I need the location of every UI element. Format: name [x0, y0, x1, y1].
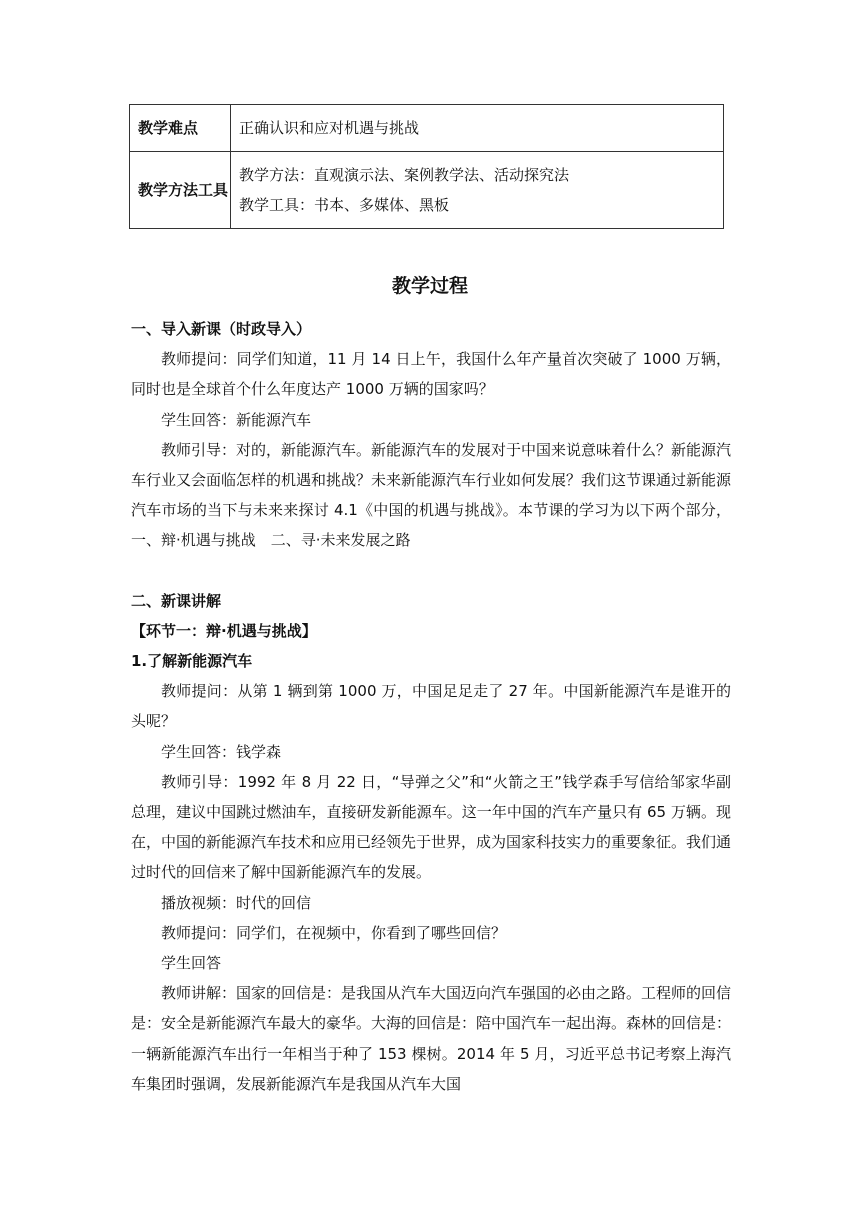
- blank-line: [131, 556, 731, 586]
- table-header-cell: 教学难点: [130, 105, 231, 152]
- paragraph: 教师引导：对的，新能源汽车。新能源汽车的发展对于中国来说意味着什么？新能源汽车行业又会面临怎样的机遇和挑战？未来新能源汽车行业如何发展？我们这节课通过新能源汽车市场的当下与未来来探讨 4.1《中国的机遇与挑战》。本节课的学习为以下两个部分，一、辩·机遇与挑战 二、寻·未来发展之路: [131, 440, 732, 550]
- paragraph: 教师引导：1992 年 8 月 22 日，“导弹之父”和“火箭之王”钱学森手写信给邹家华副总理，建议中国跳过燃油车，直接研发新能源车。这一年中国的汽车产量只有 65 万辆。现在，中国的新能源汽车技术和应用已经领先于世界，成为国家科技实力的重要象征。我们通过时代的回信来了解中国新能源汽车的发展。: [131, 772, 732, 882]
- table-value-line: 正确认识和应对机遇与挑战: [239, 119, 420, 137]
- table-value-line: 教学方法：直观演示法、案例教学法、活动探究法: [239, 166, 570, 184]
- paragraph: 教师讲解：国家的回信是：是我国从汽车大国迈向汽车强国的必由之路。工程师的回信是：安全是新能源汽车最大的豪华。大海的回信是：陪中国汽车一起出海。森林的回信是：一辆新能源汽车出行一年相当于种了 153 棵树。2014 年 5 月，习近平总书记考察上海汽车集团时强调，发展新能源汽车是我国从汽车大国: [131, 984, 732, 1093]
- table-header-cell: 教学方法工具: [130, 152, 231, 229]
- paragraph: 学生回答：钱学森: [161, 742, 282, 761]
- paragraph: 教师提问：从第 1 辆到第 1000 万，中国足足走了 27 年。中国新能源汽车是谁开的头呢？: [131, 682, 731, 731]
- paragraph: 教师提问：同学们，在视频中，你看到了哪些回信？: [161, 923, 507, 942]
- table-row: [130, 105, 724, 152]
- section-heading: 一、导入新课（时政导入）: [131, 320, 312, 338]
- table-value-cell: [231, 105, 724, 152]
- paragraph: 播放视频：时代的回信: [161, 893, 312, 912]
- section-heading: 二、新课讲解: [131, 591, 222, 610]
- page-title: 教学过程: [391, 275, 468, 297]
- table-row: [130, 152, 724, 229]
- segment-heading: 【环节一：辩·机遇与挑战】: [131, 621, 317, 640]
- lesson-body: [131, 314, 731, 1099]
- table-value-cell: [231, 152, 724, 229]
- paragraph: 教师提问：同学们知道，11 月 14 日上午，我国什么年产量首次突破了 1000 万辆，同时也是全球首个什么年度达产 1000 万辆的国家吗？: [131, 350, 731, 399]
- subheading: 1.了解新能源汽车: [131, 652, 253, 671]
- lesson-info-table: [129, 104, 724, 229]
- table-value-line: 教学工具：书本、多媒体、黑板: [239, 196, 450, 214]
- paragraph: 学生回答：新能源汽车: [161, 410, 312, 429]
- paragraph: 学生回答: [161, 954, 222, 973]
